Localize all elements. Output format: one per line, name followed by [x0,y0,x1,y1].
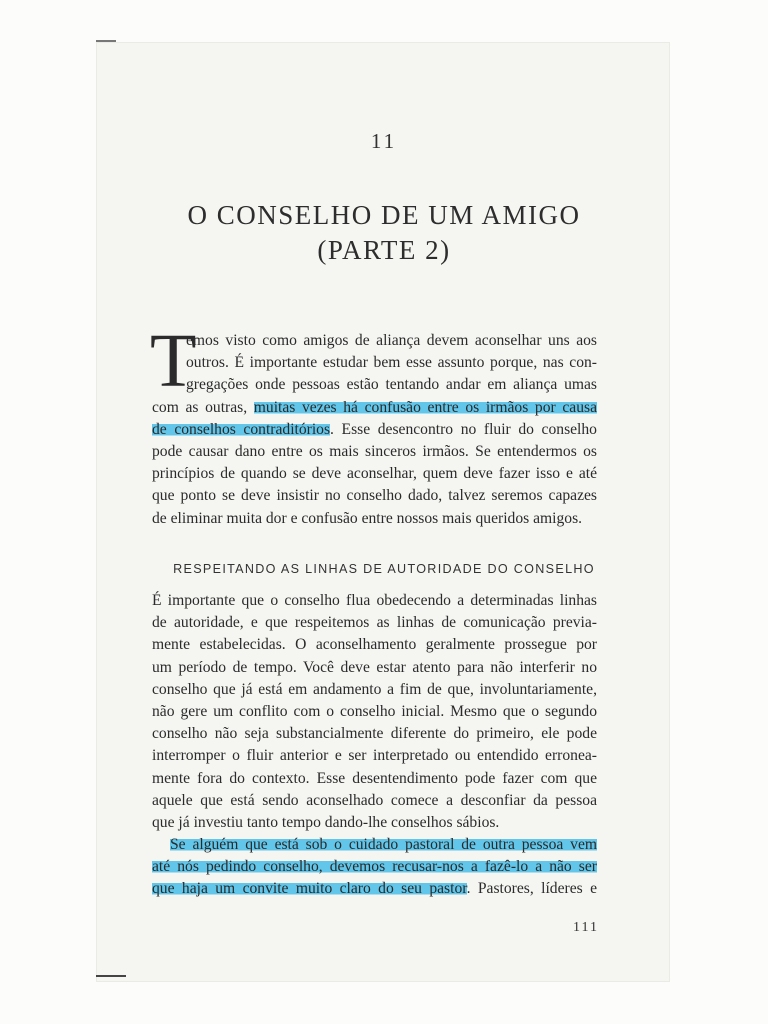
text-line: que já investiu tanto tempo dando-lhe conselhos sábios. [152,813,500,831]
text-line: mente fora do contexto. Esse desentendimento pode fazer com que [152,769,597,787]
page-number: 111 [573,920,599,935]
text-line [152,419,597,441]
paragraph-3 [152,834,597,901]
text-line: pode causar dano entre os mais sinceros irmãos. Se entendermos os [152,442,597,460]
chapter-number: 11 [370,129,398,153]
text-line: conselho não seja substancialmente diferente do primeiro, ele pode [152,725,597,743]
chapter-title [0,198,768,268]
highlighted-text: de conselhos contraditórios [152,420,331,438]
text-line: aquele que está sendo aconselhado comece a desconfiar da pessoa [152,791,597,809]
text-line: de eliminar muita dor e confusão entre nossos mais queridos amigos. [152,509,583,527]
chapter-title-line-1: O CONSELHO DE UM AMIGO [187,200,581,230]
highlighted-text: Se alguém que está sob o cuidado pastoral de outra pessoa vem [170,836,597,853]
section-heading: RESPEITANDO AS LINHAS DE AUTORIDADE DO CONSELHO [173,562,595,576]
text-line: que ponto se deve insistir no conselho dado, talvez seremos capazes [152,487,597,505]
drop-cap: T [150,319,197,403]
text-line: não gere um conflito com o conselho inicial. Mesmo que o segundo [152,702,597,720]
text-line [152,856,597,878]
text-run: com as outras, [152,398,254,416]
text-line: um período de tempo. Você deve estar atento para não interferir no [152,658,597,676]
chapter-title-line-2: (PARTE 2) [317,235,451,265]
text-line: mente estabelecidas. O aconselhamento geralmente prossegue por [152,636,597,654]
scan-edge-mark-top [96,40,116,42]
scan-edge-mark-bottom [96,975,126,977]
paragraph-1 [150,319,597,530]
text-line: outros. É importante estudar bem esse assunto porque, nas con- [186,354,597,372]
text-line: princípios de quando se deve aconselhar, quem deve fazer isso e até [152,465,597,483]
text-line: interromper o fluir anterior e ser interpretado ou entendido erronea- [152,747,597,765]
highlighted-text: que haja um convite muito claro do seu pastor [152,880,467,898]
paragraph-2 [152,590,597,834]
text-run: . Pastores, líderes e [466,880,597,898]
text-line [152,397,597,419]
text-line: É importante que o conselho flua obedecendo a determinadas linhas [152,592,597,609]
text-line: gregações onde pessoas estão tentando andar em aliança umas [186,376,597,394]
text-line [152,878,597,900]
text-line [152,834,597,856]
highlighted-text: até nós pedindo conselho, devemos recusar-nos a fazê-lo a não ser [152,858,597,876]
text-line: emos visto como amigos de aliança devem aconselhar uns aos [186,332,597,349]
text-run: . Esse desencontro no fluir do conselho [330,420,597,438]
text-line: de autoridade, e que respeitemos as linhas de comunicação previa- [152,614,597,632]
text-line: conselho que já está em andamento a fim de que, involuntariamente, [152,680,597,698]
highlighted-text: muitas vezes há confusão entre os irmãos por causa [253,398,597,416]
